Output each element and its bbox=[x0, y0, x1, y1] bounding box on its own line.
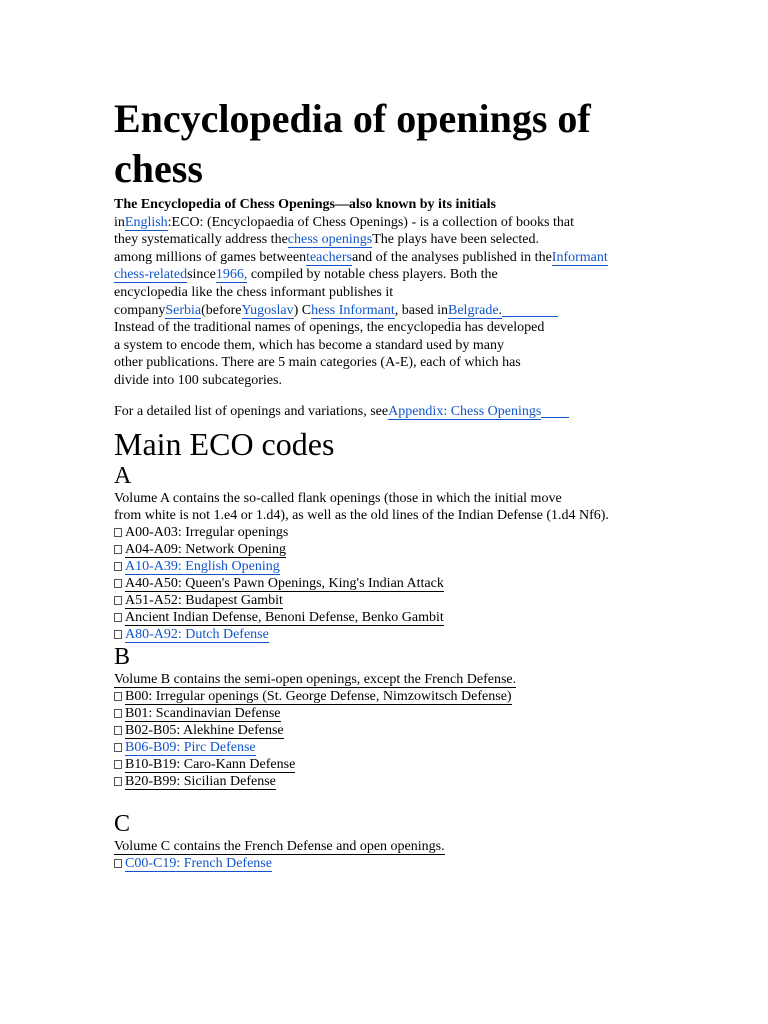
bullet-box-icon bbox=[114, 630, 122, 639]
list-item: A40-A50: Queen's Pawn Openings, King's Indian Attack bbox=[114, 575, 674, 592]
link-1966[interactable]: 1966, bbox=[215, 267, 248, 283]
volume-b-list bbox=[114, 688, 674, 790]
link-yugoslav[interactable]: Yugoslav bbox=[241, 302, 294, 318]
list-item bbox=[114, 855, 674, 872]
volume-c-list bbox=[114, 855, 674, 872]
list-item: B00: Irregular openings (St. George Defense, Nimzowitsch Defense) bbox=[114, 688, 674, 705]
bullet-box-icon bbox=[114, 726, 122, 735]
link-chess-informant[interactable]: hess Informant bbox=[311, 302, 395, 318]
bullet-box-icon bbox=[114, 545, 122, 554]
volume-c-heading: C bbox=[114, 810, 131, 837]
bullet-box-icon bbox=[114, 777, 122, 786]
link-serbia[interactable]: Serbia bbox=[165, 302, 202, 318]
bullet-box-icon bbox=[114, 760, 122, 769]
bullet-box-icon bbox=[114, 709, 122, 718]
list-item bbox=[114, 739, 674, 756]
bullet-box-icon bbox=[114, 579, 122, 588]
list-item: B02-B05: Alekhine Defense bbox=[114, 722, 674, 739]
volume-c-desc-1: Volume C contains the French Defense and open openings. bbox=[114, 838, 445, 854]
link-appendix-chess-openings[interactable]: Appendix: Chess Openings bbox=[388, 403, 542, 419]
link-teachers[interactable]: teachers bbox=[306, 249, 352, 265]
bullet-box-icon bbox=[114, 562, 122, 571]
bullet-box-icon bbox=[114, 528, 122, 537]
list-item: A51-A52: Budapest Gambit bbox=[114, 592, 674, 609]
bullet-box-icon bbox=[114, 692, 122, 701]
volume-b-heading: B bbox=[114, 643, 131, 670]
detail-paragraph: For a detailed list of openings and variations, seeAppendix: Chess Openings bbox=[114, 403, 674, 420]
underline-filler bbox=[502, 302, 558, 317]
volume-a-desc-2: from white is not 1.e4 or 1.d4), as well as the old lines of the Indian Defense (1.d4 Nf6). bbox=[114, 507, 609, 523]
bullet-box-icon bbox=[114, 743, 122, 752]
document-page bbox=[114, 94, 674, 872]
link-pirc-defense[interactable]: B06-B09: Pirc Defense bbox=[125, 739, 256, 755]
list-item: B01: Scandinavian Defense bbox=[114, 705, 674, 722]
bullet-box-icon bbox=[114, 596, 122, 605]
list-item bbox=[114, 626, 674, 643]
bullet-box-icon bbox=[114, 613, 122, 622]
link-belgrade[interactable]: Belgrade bbox=[448, 302, 499, 318]
link-french-defense[interactable]: C00-C19: French Defense bbox=[125, 855, 272, 871]
intro-paragraph: The Encyclopedia of Chess Openings—also known by its initials inEnglish:ECO: (Encyclopaedia of Chess Openings) - is a collection of books that they systematically address thechess openingsThe plays have been selected. among millions of games betweenteachersand of the analyses published in theInformant chess-relatedsince1966, compiled by notable chess players. Both the encyclopedia like the chess informant publishes it companySerbia(beforeYugoslav) Chess Informant, based inBelgrade. Instead of the traditional names of openings, the encyclopedia has developed a system to encode them, which has become a standard used by many other publications. There are 5 main categories (A-E), each of which has divide into 100 subcategories. bbox=[114, 197, 608, 388]
volume-a-heading: A bbox=[114, 462, 132, 489]
list-item: B10-B19: Caro-Kann Defense bbox=[114, 756, 674, 773]
intro-bold-lead: The Encyclopedia of Chess Openings—also known by its initials bbox=[114, 197, 496, 212]
link-chess-openings[interactable]: chess openings bbox=[287, 232, 373, 248]
volume-a-desc-1: Volume A contains the so-called flank openings (those in which the initial move bbox=[114, 490, 562, 506]
link-informant[interactable]: Informant bbox=[551, 249, 608, 265]
list-item bbox=[114, 558, 674, 575]
link-dutch-defense[interactable]: A80-A92: Dutch Defense bbox=[125, 626, 269, 642]
link-chess-related[interactable]: chess-related bbox=[114, 267, 188, 283]
volume-a-list bbox=[114, 524, 674, 643]
list-item: Ancient Indian Defense, Benoni Defense, Benko Gambit bbox=[114, 609, 674, 626]
list-item: A00-A03: Irregular openings bbox=[114, 524, 674, 541]
link-english[interactable]: English bbox=[124, 214, 168, 230]
page-title: Encyclopedia of openings of chess bbox=[114, 96, 591, 191]
list-item: B20-B99: Sicilian Defense bbox=[114, 773, 674, 790]
bullet-box-icon bbox=[114, 859, 122, 868]
main-eco-heading: Main ECO codes bbox=[114, 425, 335, 462]
list-item: A04-A09: Network Opening bbox=[114, 541, 674, 558]
volume-b-desc-1: Volume B contains the semi-open openings, except the French Defense. bbox=[114, 671, 517, 687]
link-english-opening[interactable]: A10-A39: English Opening bbox=[125, 558, 280, 574]
